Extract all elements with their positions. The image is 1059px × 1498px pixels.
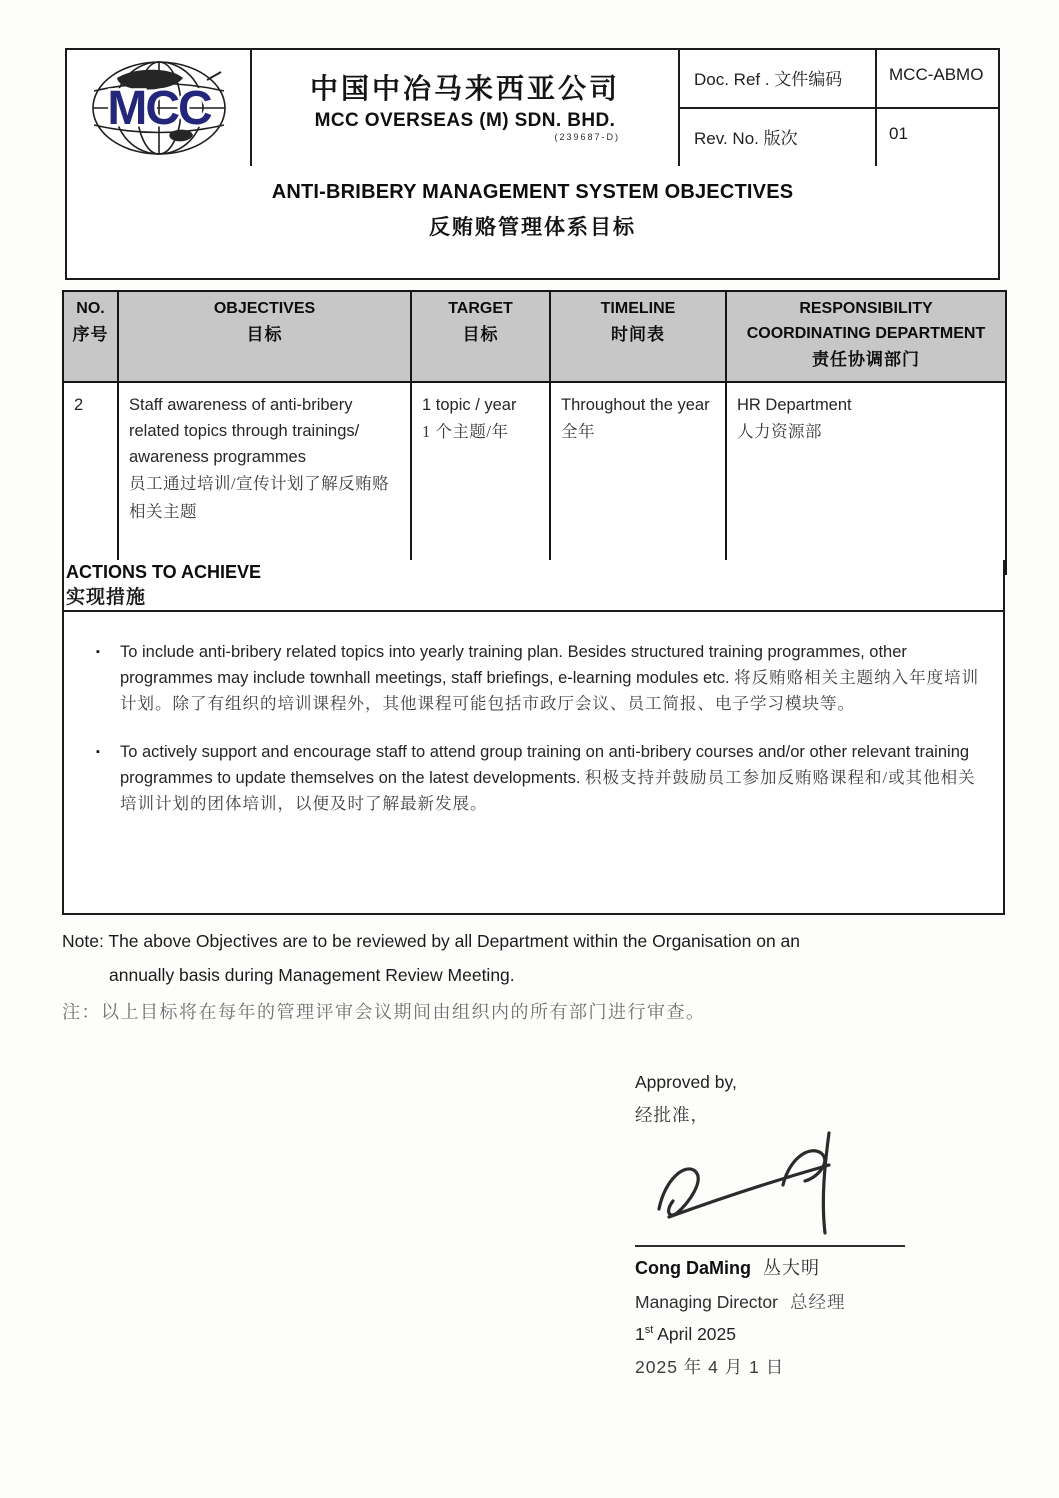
action-1-cn: 将反贿赂相关主题纳入年度培训计划。除了有组织的培训课程外，其他课程可能包括市政厅会议、员工简报、电子学习模块等。: [120, 668, 980, 714]
document-title-block: [65, 166, 1000, 280]
actions-bullets-box: [62, 612, 1005, 915]
actions-heading-en: ACTIONS TO ACHIEVE: [66, 562, 262, 582]
signature-area: [635, 1127, 975, 1245]
rev-no-row: [680, 109, 998, 166]
col-header-responsibility: RESPONSIBILITY COORDINATING DEPARTMENT 责任协调部门: [726, 291, 1006, 382]
note-line-1: Note: The above Objectives are to be reviewed by all Department within the Organisation on an: [62, 931, 801, 951]
approver-name-cn: 丛大明: [762, 1258, 820, 1278]
doc-control-block: [680, 50, 998, 166]
approved-by-label-cn: 经批准，: [635, 1105, 709, 1125]
cell-timeline: Throughout the year 全年: [550, 382, 726, 574]
signature-icon: [643, 1123, 893, 1243]
square-bullet-icon: ▪: [96, 746, 100, 759]
document-header: [65, 48, 1000, 168]
approver-title: [635, 1289, 975, 1314]
cell-responsibility: HR Department 人力资源部: [726, 382, 1006, 574]
approver-title-en: Managing Director: [635, 1292, 778, 1312]
actions-heading-cn: 实现措施: [66, 587, 147, 608]
col-header-timeline: TIMELINE 时间表: [550, 291, 726, 382]
approved-by-label-en: Approved by,: [635, 1072, 737, 1092]
cell-target: 1 topic / year 1 个主题/年: [411, 382, 550, 574]
approver-name-en: Cong DaMing: [635, 1258, 751, 1278]
actions-to-achieve-heading: [62, 560, 1005, 612]
approver-name: [635, 1254, 975, 1280]
company-name-en: MCC OVERSEAS (M) SDN. BHD.: [314, 110, 616, 131]
approver-title-cn: 总经理: [789, 1292, 846, 1312]
approval-date-en: 1st April 2025: [635, 1324, 736, 1344]
cell-objective: Staff awareness of anti-bribery related topics through trainings/ awareness programmes 员工通过培训/宣传计划了解反贿赂相关主题: [118, 382, 411, 574]
objectives-table-header-row: [63, 291, 1006, 382]
action-bullet-1: [96, 639, 985, 717]
signature-line: [635, 1245, 905, 1247]
company-registration-number: (239687-D): [554, 132, 620, 142]
col-header-target: TARGET 目标: [411, 291, 550, 382]
doc-ref-row: [680, 50, 998, 109]
col-header-objectives: OBJECTIVES 目标: [118, 291, 411, 382]
action-2-cn: 积极支持并鼓励员工参加反贿赂课程和/或其他相关培训计划的团体培训，以便及时了解最新发展。: [120, 768, 976, 814]
approval-date-cn: 2025 年 4 月 1 日: [635, 1357, 785, 1377]
col-header-no: NO. 序号: [63, 291, 118, 382]
action-2-en: To actively support and encourage staff to attend group training on anti-bribery courses and/or other relevant training programmes to update themselves on the latest developments.: [120, 743, 970, 788]
cell-no: 2: [63, 382, 118, 574]
approval-block: [635, 1072, 975, 1379]
review-note-en: [62, 924, 972, 992]
note-line-2: annually basis during Management Review Meeting.: [109, 965, 515, 986]
rev-no-value: 01: [889, 124, 908, 143]
square-bullet-icon: ▪: [96, 646, 100, 658]
review-note-cn: 注：以上目标将在每年的管理评审会议期间由组织内的所有部门进行审查。: [62, 1002, 706, 1022]
company-name-block: [252, 50, 680, 166]
document-title-cn: 反贿赂管理体系目标: [429, 216, 636, 239]
action-bullet-2: [96, 739, 985, 817]
company-logo: [67, 50, 252, 166]
logo-text: MCC: [106, 82, 211, 135]
objectives-table-row: [63, 382, 1006, 574]
doc-ref-label: Doc. Ref . 文件编码: [680, 50, 877, 107]
company-name-cn: 中国中冶马来西亚公司: [309, 74, 620, 105]
objectives-table: [62, 290, 1007, 575]
action-1-en: To include anti-bribery related topics into yearly training plan. Besides structured training programmes, other programmes may include townhall meetings, staff briefings, e-learning modules etc.: [120, 643, 907, 688]
document-title-en: ANTI-BRIBERY MANAGEMENT SYSTEM OBJECTIVES: [271, 181, 794, 203]
globe-mcc-logo-icon: [79, 57, 239, 159]
doc-ref-value: MCC-ABMO: [889, 65, 984, 84]
rev-no-label: Rev. No. 版次: [680, 109, 877, 166]
